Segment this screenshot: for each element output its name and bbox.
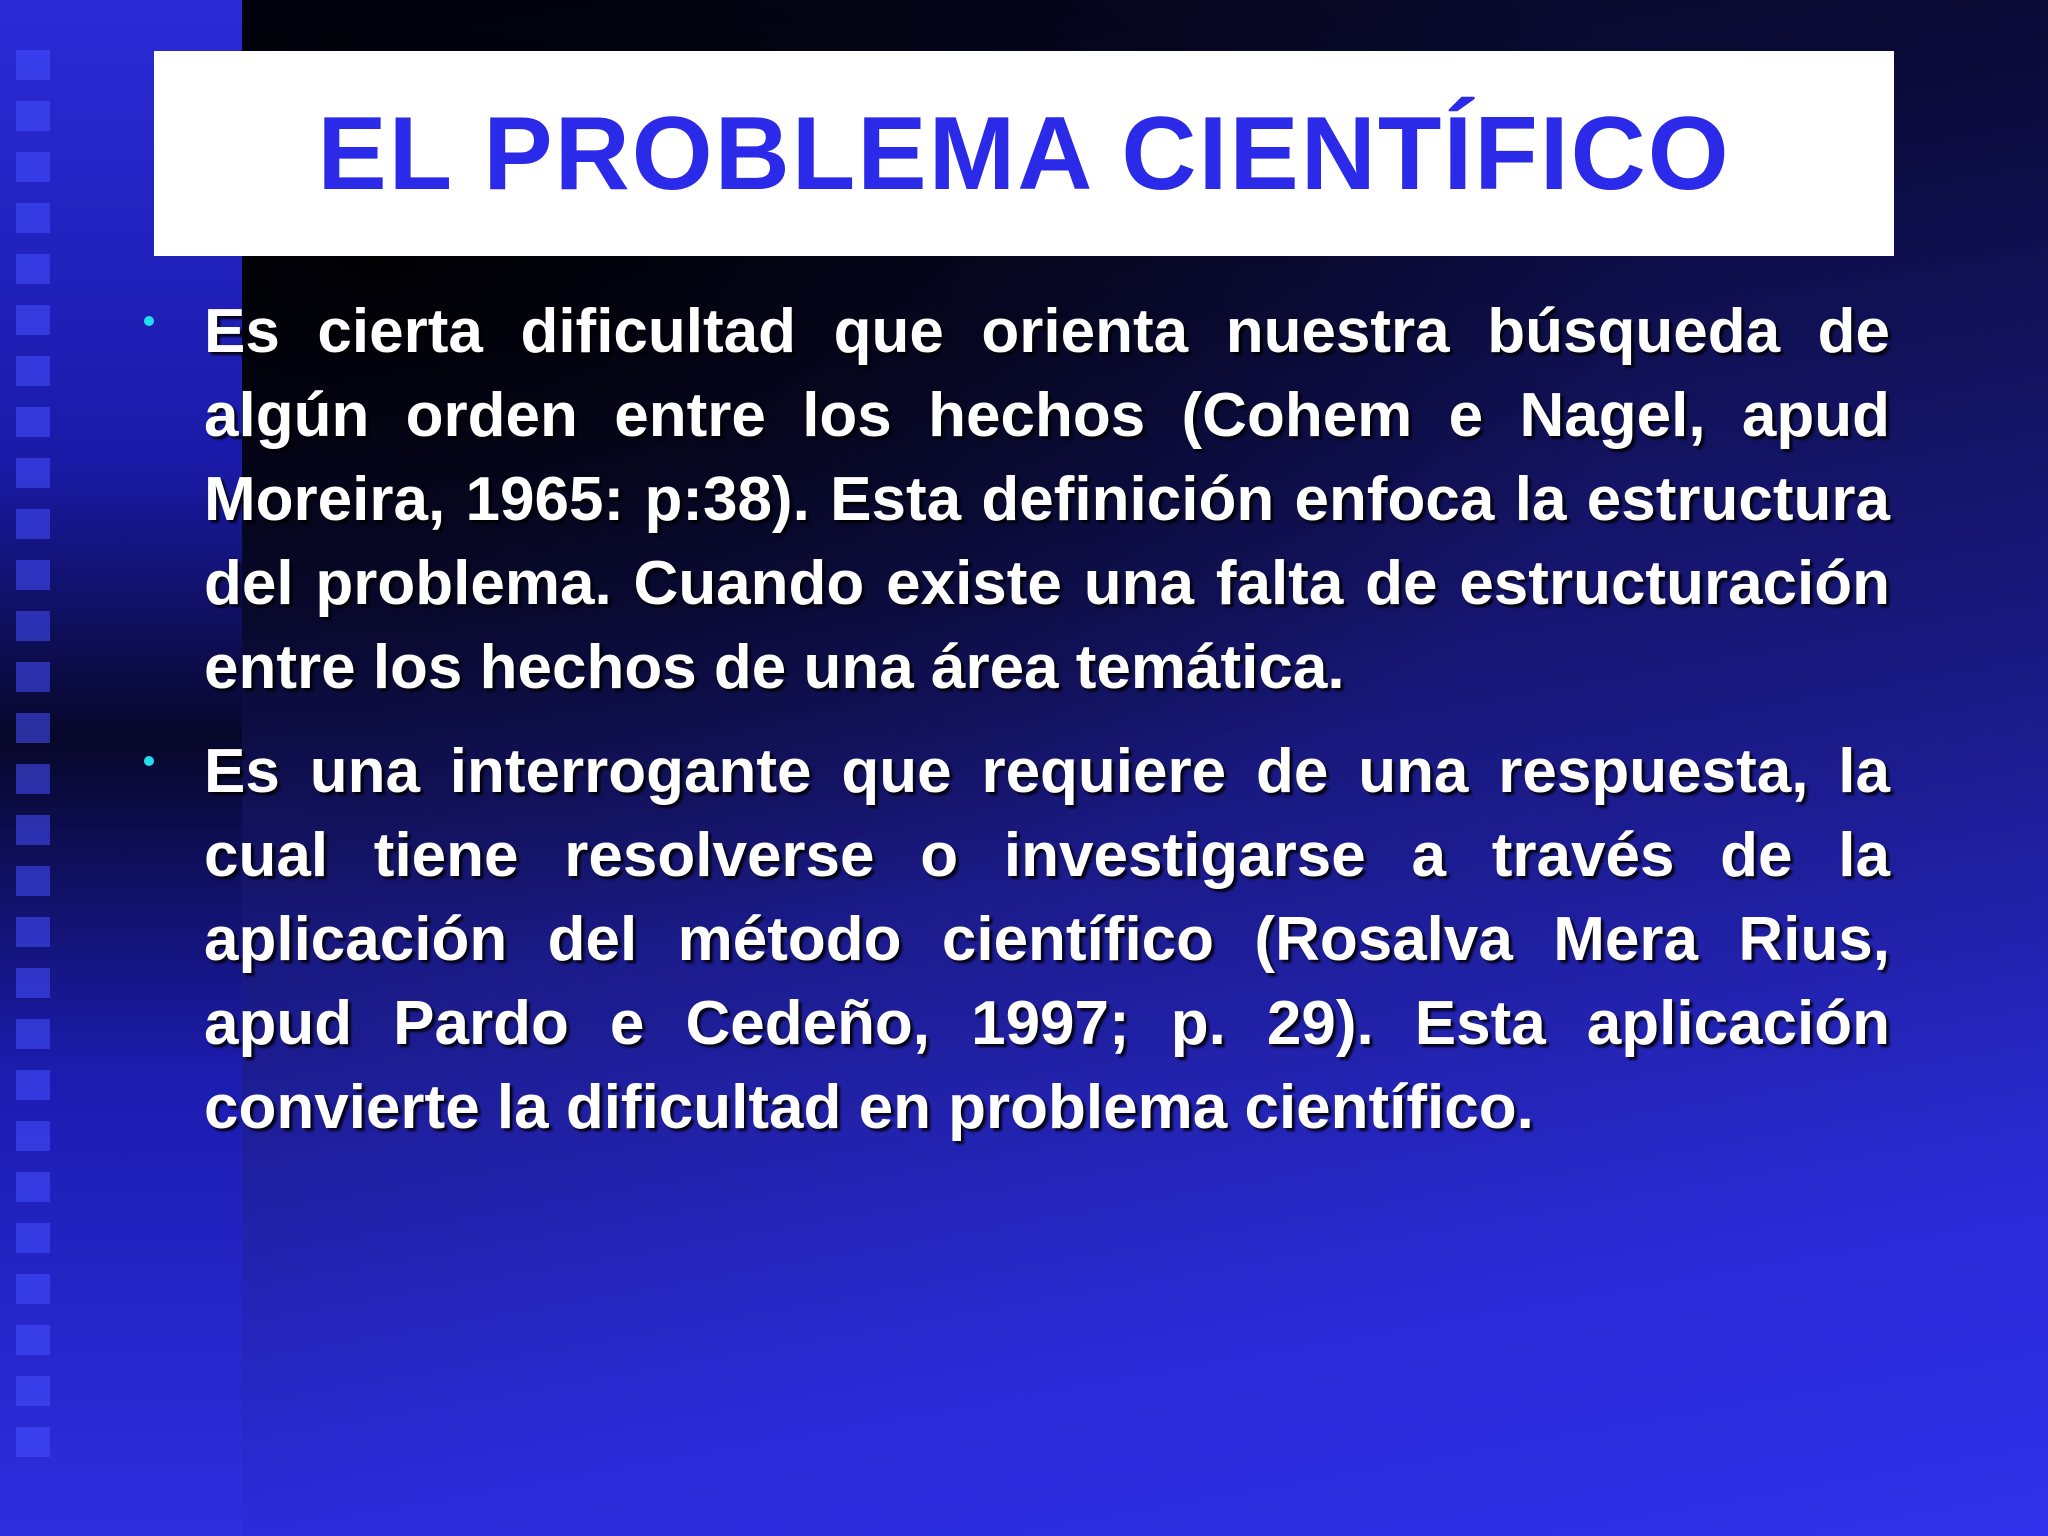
bullet-dot-icon	[144, 316, 154, 326]
decorative-square-column	[16, 50, 56, 1510]
bullet-list	[140, 290, 1890, 1170]
decorative-square	[16, 866, 50, 896]
decorative-square	[16, 305, 50, 335]
decorative-square	[16, 1172, 50, 1202]
bullet-dot-icon	[144, 756, 154, 766]
decorative-square	[16, 1019, 50, 1049]
decorative-square	[16, 50, 50, 80]
bullet-item	[140, 290, 1890, 710]
title-banner	[154, 51, 1894, 256]
bullet-text: Es cierta dificultad que orienta nuestra búsqueda de algún orden entre los hechos (Cohem e Nagel, apud Moreira, 1965: p:38). Esta definición enfoca la estructura del problema. Cuando existe una falta de estructuración entre los hechos de una área temática.	[204, 297, 1890, 702]
decorative-square	[16, 152, 50, 182]
decorative-square	[16, 1427, 50, 1457]
bullet-item	[140, 730, 1890, 1150]
decorative-square	[16, 1325, 50, 1355]
decorative-square	[16, 764, 50, 794]
decorative-square	[16, 1121, 50, 1151]
decorative-square	[16, 713, 50, 743]
decorative-square	[16, 968, 50, 998]
decorative-square	[16, 509, 50, 539]
bullet-text: Es una interrogante que requiere de una respuesta, la cual tiene resolverse o investigarse a través de la aplicación del método científico (Rosalva Mera Rius, apud Pardo e Cedeño, 1997; p. 29). Esta aplicación convierte la dificultad en problema científico.	[204, 737, 1890, 1142]
decorative-square	[16, 458, 50, 488]
decorative-square	[16, 101, 50, 131]
decorative-square	[16, 1376, 50, 1406]
decorative-square	[16, 203, 50, 233]
decorative-square	[16, 560, 50, 590]
slide-title: EL PROBLEMA CIENTÍFICO	[317, 95, 1731, 212]
decorative-square	[16, 1274, 50, 1304]
decorative-square	[16, 1070, 50, 1100]
decorative-square	[16, 1223, 50, 1253]
decorative-square	[16, 917, 50, 947]
decorative-square	[16, 407, 50, 437]
decorative-square	[16, 815, 50, 845]
decorative-square	[16, 662, 50, 692]
decorative-square	[16, 611, 50, 641]
decorative-square	[16, 254, 50, 284]
decorative-square	[16, 356, 50, 386]
